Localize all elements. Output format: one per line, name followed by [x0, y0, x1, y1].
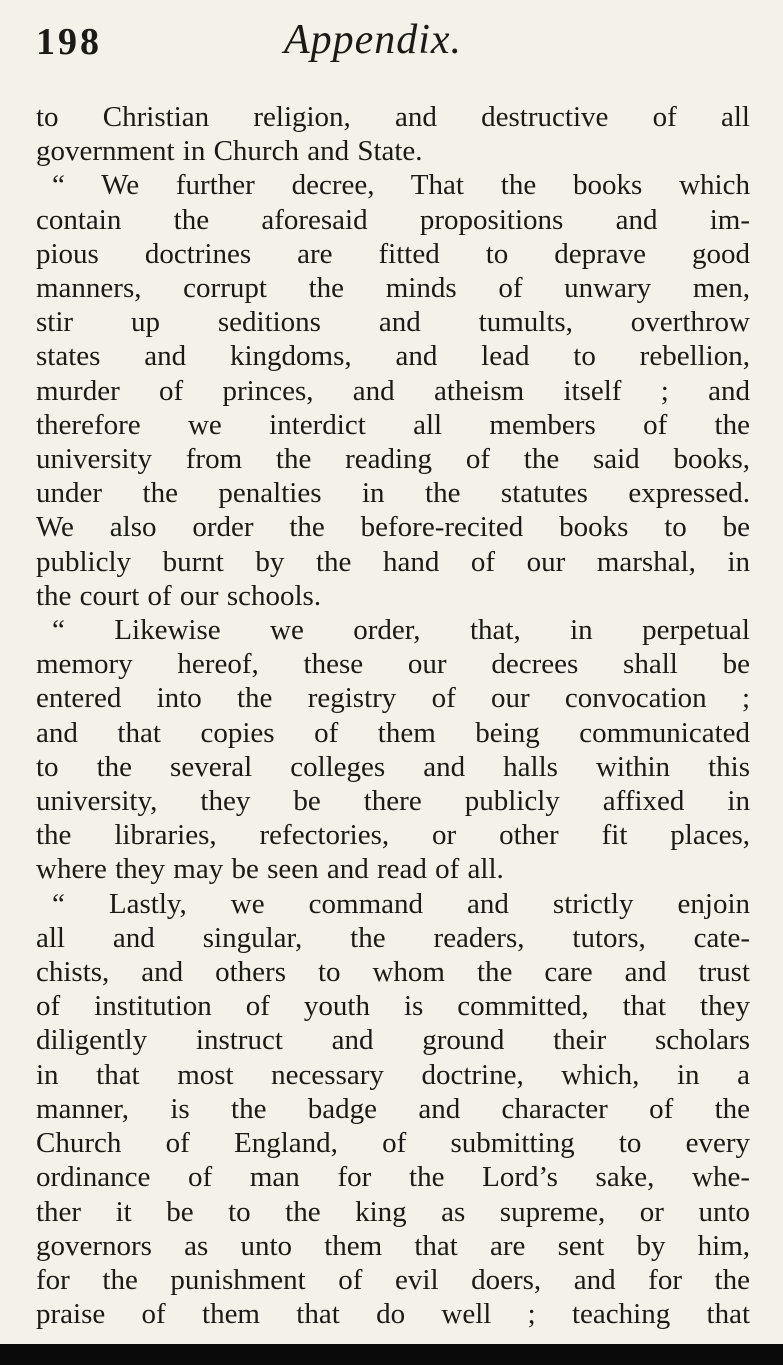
text-line: for the punishment of evil doers, and for the	[36, 1263, 750, 1296]
text-line: university, they be there publicly affixed in	[36, 785, 750, 818]
paragraph	[36, 887, 750, 1332]
text-line: manner, is the badge and character of the	[36, 1092, 750, 1125]
text-line: murder of princes, and atheism itself ; and	[36, 374, 750, 407]
text-line: ordinance of man for the Lord’s sake, whe-	[36, 1161, 750, 1194]
page-header	[36, 16, 750, 80]
text-line: manners, corrupt the minds of unwary men,	[36, 272, 750, 305]
text-line: pious doctrines are fitted to deprave good	[36, 237, 750, 270]
text-line: all and singular, the readers, tutors, cate-	[36, 921, 750, 954]
text-line: Church of England, of submitting to every	[36, 1127, 750, 1160]
text-line: under the penalties in the statutes expressed.	[36, 477, 750, 510]
paragraph	[36, 168, 750, 613]
text-line: “ Likewise we order, that, in perpetual	[52, 614, 750, 647]
page-title: Appendix.	[283, 17, 463, 63]
page-body	[36, 100, 750, 1331]
text-line: where they may be seen and read of all.	[36, 853, 504, 886]
text-line: ther it be to the king as supreme, or unto	[36, 1195, 750, 1228]
text-line: government in Church and State.	[36, 135, 423, 168]
paragraph	[36, 613, 750, 887]
page-number: 198	[36, 21, 102, 63]
text-line: in that most necessary doctrine, which, in a	[36, 1058, 750, 1091]
scan-edge-bottom	[0, 1344, 783, 1365]
text-line: We also order the before-recited books to be	[36, 511, 750, 544]
text-line: to the several colleges and halls within this	[36, 750, 750, 783]
text-line: “ Lastly, we command and strictly enjoin	[52, 887, 750, 920]
text-line: publicly burnt by the hand of our marshal, in	[36, 545, 750, 578]
text-line: contain the aforesaid propositions and im-	[36, 203, 750, 236]
text-line: and that copies of them being communicated	[36, 716, 750, 749]
text-line: university from the reading of the said books,	[36, 443, 750, 476]
text-line: memory hereof, these our decrees shall be	[36, 648, 750, 681]
text-line: stir up seditions and tumults, overthrow	[36, 306, 750, 339]
text-line: chists, and others to whom the care and trust	[36, 956, 750, 989]
text-line: governors as unto them that are sent by him,	[36, 1229, 750, 1262]
paragraph	[36, 100, 750, 168]
text-line: the court of our schools.	[36, 579, 322, 612]
text-line: the libraries, refectories, or other fit places,	[36, 819, 750, 852]
text-line: entered into the registry of our convocation ;	[36, 682, 750, 715]
text-line: therefore we interdict all members of the	[36, 408, 750, 441]
text-line: praise of them that do well ; teaching that	[36, 1298, 750, 1331]
text-line: to Christian religion, and destructive of all	[36, 101, 750, 133]
text-line: of institution of youth is committed, that they	[36, 990, 750, 1023]
text-line: states and kingdoms, and lead to rebellion,	[36, 340, 750, 373]
text-line: “ We further decree, That the books which	[52, 169, 750, 202]
text-line: diligently instruct and ground their scholars	[36, 1024, 750, 1057]
